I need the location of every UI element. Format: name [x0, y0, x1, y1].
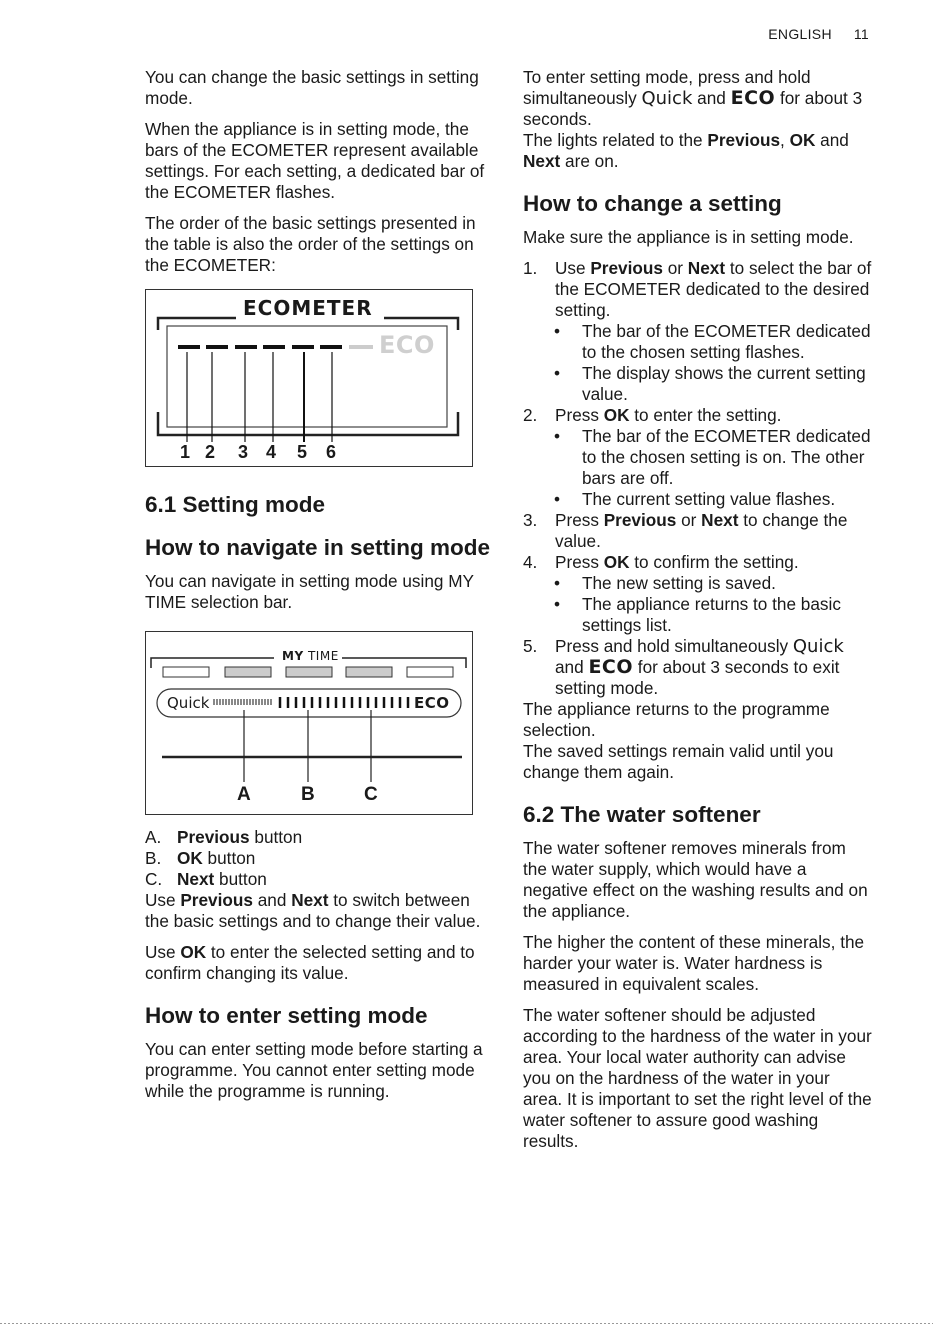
mytime-quick-label: Quick [167, 694, 210, 712]
right-column [523, 67, 873, 1162]
eco-symbol: ECO [730, 87, 776, 109]
use-ok-paragraph: Use OK to enter the selected setting and to confirm changing its value. [145, 942, 475, 983]
label-b: B [301, 784, 315, 805]
left-column [145, 67, 491, 1112]
enter-paragraph: You can enter setting mode before starting a programme. You cannot enter setting mode while the programme is running. [145, 1039, 483, 1101]
mytime-my: MY [282, 649, 304, 663]
ecometer-number-3: 3 [238, 442, 249, 462]
ecometer-number-1: 1 [180, 442, 191, 462]
label-c: C [364, 784, 378, 805]
make-sure-paragraph: Make sure the appliance is in setting mode. [523, 227, 854, 247]
step-2-sub: • The bar of the ECOMETER dedicated to the chosen setting is on. The other bars are off. [550, 426, 873, 489]
quick-symbol: Quick [641, 88, 693, 109]
steps-list [523, 258, 873, 699]
page-header [746, 24, 869, 45]
softener-paragraph-2: The higher the content of these minerals, the harder your water is. Water hardness is measured in equivalent scales. [523, 932, 865, 994]
returns-paragraph: The appliance returns to the programme selection. [523, 699, 830, 740]
label-a: A [237, 784, 251, 805]
ecometer-number-6: 6 [326, 442, 337, 462]
ecometer-number-5: 5 [297, 442, 308, 462]
step-1-sub: • The display shows the current setting value. [550, 363, 873, 405]
heading-navigate: How to navigate in setting mode [145, 535, 491, 560]
page-number: 11 [853, 26, 869, 42]
navigate-paragraph: You can navigate in setting mode using MY TIME selection bar. [145, 571, 474, 612]
order-paragraph: The order of the basic settings presented in the table is also the order of the settings on the ECOMETER: [145, 213, 476, 275]
section-heading-setting-mode: 6.1 Setting mode [145, 492, 326, 517]
softener-paragraph-3: The water softener should be adjusted according to the hardness of the water in your area. Your local water authority can advise you on the hardness of the water in your area. It is important to set the right level of the water softener to assure good washing results. [523, 1005, 872, 1151]
softener-paragraph-1: The water softener removes minerals from the water supply, which would have a negative effect on the washing results and on the appliance. [523, 838, 868, 921]
step-4: 4. Press OK to confirm the setting. • The new setting is saved. • The appliance returns to the basic settings list. [523, 552, 873, 636]
mytime-eco-label: ECO [414, 694, 450, 712]
section-heading-water-softener: 6.2 The water softener [523, 802, 761, 827]
mytime-title [282, 646, 339, 667]
ecometer-eco-label: ECO [379, 331, 435, 359]
heading-change-setting: How to change a setting [523, 191, 782, 216]
mytime-time: TIME [307, 649, 339, 663]
step-2-sub: • The current setting value flashes. [550, 489, 873, 510]
step-4-sub: • The new setting is saved. [550, 573, 873, 594]
legend-item: C. Next button [145, 869, 267, 889]
ecometer-paragraph: When the appliance is in setting mode, the bars of the ECOMETER represent available settings. For each setting, a dedicated bar of the ECOMETER flashes. [145, 119, 485, 202]
mytime-figure [145, 631, 473, 815]
language-label: ENGLISH [768, 26, 832, 42]
step-2: 2. Press OK to enter the setting. • The bar of the ECOMETER dedicated to the chosen setting is on. The other bars are off. • The current setting value flashes. [523, 405, 873, 510]
quick-symbol: Quick [792, 636, 844, 657]
use-prev-next-paragraph: Use Previous and Next to switch between the basic settings and to change their value. [145, 890, 481, 931]
step-1-sub: • The bar of the ECOMETER dedicated to the chosen setting flashes. [550, 321, 873, 363]
step-3: 3. Press Previous or Next to change the value. [523, 510, 848, 551]
ecometer-number-2: 2 [205, 442, 216, 462]
ecometer-bars [178, 345, 373, 349]
step-1: 1. Use Previous or Next to select the bar of the ECOMETER dedicated to the desired setting. • The bar of the ECOMETER dedicated to the chosen setting flashes. • The display shows the current setting value. [523, 258, 873, 405]
legend-item: B. OK button [145, 848, 256, 868]
eco-symbol: ECO [588, 656, 634, 678]
ecometer-title: ECOMETER [243, 296, 373, 320]
ecometer-number-4: 4 [266, 442, 277, 462]
enter-instructions: To enter setting mode, press and hold simultaneously Quick and ECO for about 3 seconds. [523, 67, 863, 129]
intro-paragraph: You can change the basic settings in setting mode. [145, 67, 479, 108]
button-legend [145, 827, 491, 890]
ecometer-figure [145, 289, 473, 467]
step-5: 5. Press and hold simultaneously Quick and ECO for about 3 seconds to exit setting mode. [523, 636, 844, 698]
legend-item: A. Previous button [145, 827, 303, 847]
lights-paragraph: The lights related to the Previous, OK and Next are on. [523, 130, 849, 171]
heading-enter-setting-mode: How to enter setting mode [145, 1003, 428, 1028]
step-4-sub: • The appliance returns to the basic settings list. [550, 594, 873, 636]
saved-paragraph: The saved settings remain valid until you change them again. [523, 741, 834, 782]
